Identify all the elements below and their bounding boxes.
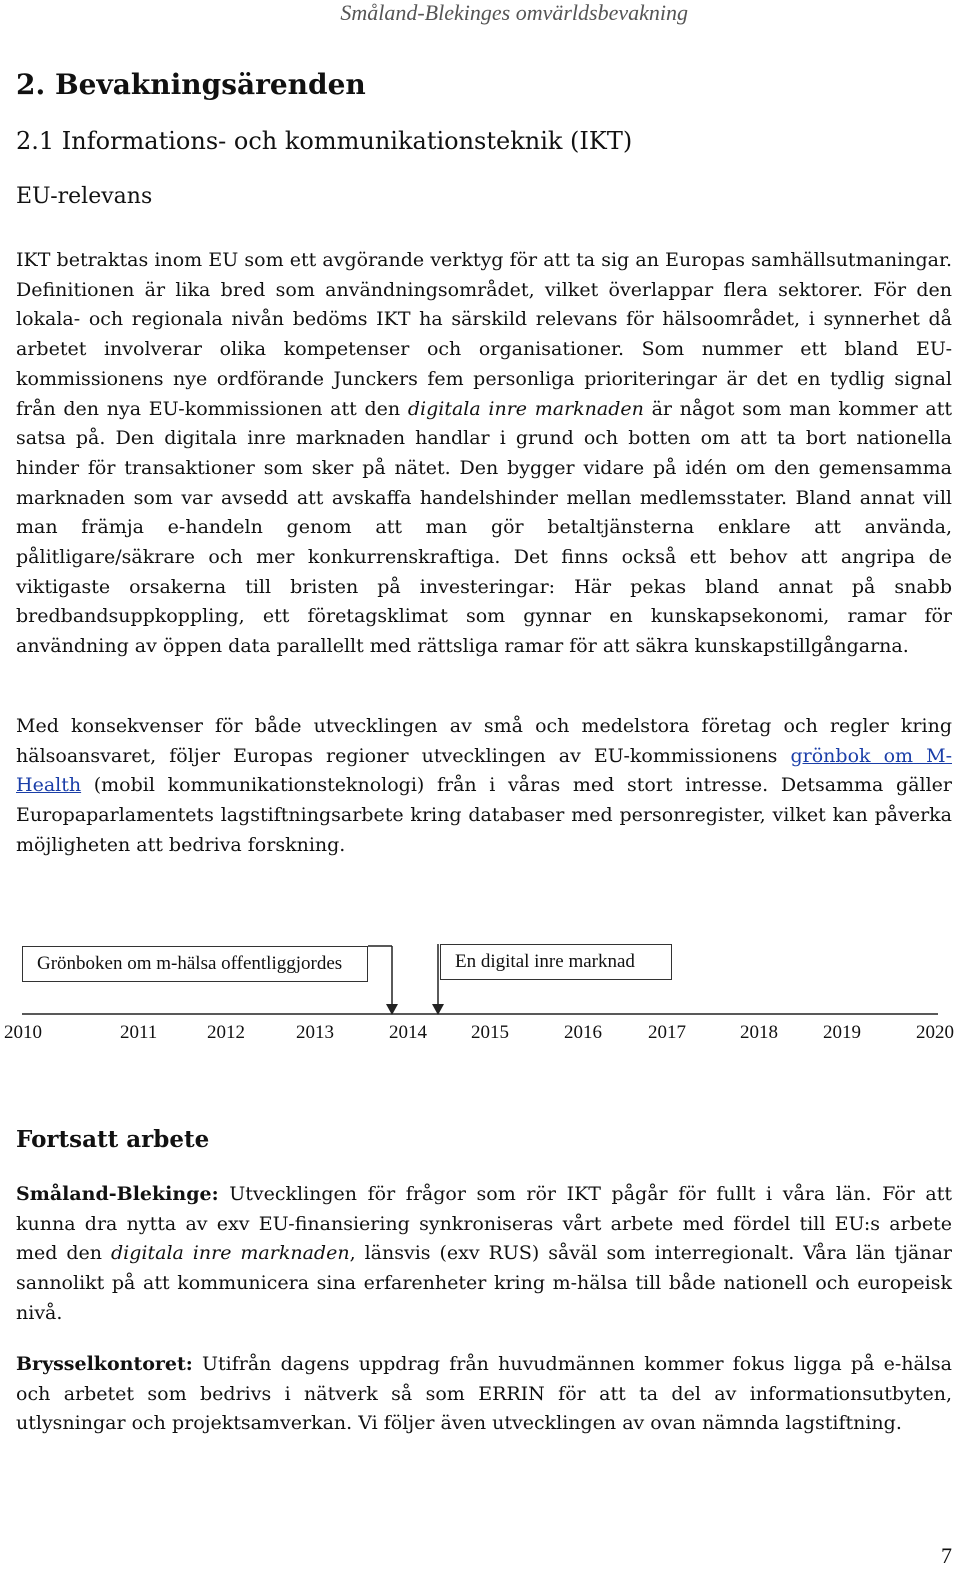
section-title: 2. Bevakningsärenden <box>16 68 366 101</box>
timeline-year: 2012 <box>207 1022 245 1043</box>
sb-italic: digitala inre marknaden <box>111 1242 350 1265</box>
timeline-year: 2014 <box>389 1022 427 1043</box>
timeline-year: 2013 <box>296 1022 334 1043</box>
timeline-year: 2017 <box>648 1022 686 1043</box>
relevance-heading: EU-relevans <box>16 184 153 209</box>
timeline-year: 2018 <box>740 1022 778 1043</box>
timeline-event-digital-market: En digital inre marknad <box>440 944 672 980</box>
timeline-year: 2016 <box>564 1022 602 1043</box>
sb-text2: , länsvis (exv RUS) såväl som interregionalt. Våra län tjänar sannolikt på att kommunicera sina erfarenheter kring m-hälsa till både nationell och europeisk nivå. <box>16 1242 952 1324</box>
timeline-year: 2020 <box>916 1022 954 1043</box>
timeline <box>0 938 960 1058</box>
page-number: 7 <box>941 1543 952 1568</box>
timeline-event-greenbook: Grönboken om m-hälsa offentliggjordes <box>22 946 368 982</box>
subsection-title: 2.1 Informations- och kommunikationsteknik (IKT) <box>16 127 633 155</box>
bk-text: Utifrån dagens uppdrag från huvudmännen kommer fokus ligga på e-hälsa och arbetet som bedrivs i nätverk så som ERRIN för att ta del av informationsutbyten, utlysningar och projektsamverkan. Vi följer även utvecklingen av ovan nämnda lagstiftning. <box>16 1353 952 1435</box>
body-paragraph-2 <box>16 712 952 861</box>
body-paragraph-1 <box>16 246 952 662</box>
timeline-year: 2019 <box>823 1022 861 1043</box>
continued-heading: Fortsatt arbete <box>16 1126 210 1153</box>
running-header: Småland-Blekinges omvärldsbevakning <box>340 0 688 25</box>
p1-italic: digitala inre marknaden <box>407 397 644 420</box>
timeline-year: 2015 <box>471 1022 509 1043</box>
bk-label: Brysselkontoret: <box>16 1353 193 1375</box>
p1-rest: är något som man kommer att satsa på. Den digitala inre marknaden handlar i grund och botten om att ta bort nationella hinder för transaktioner som sker på nätet. Den bygger vidare på idén om den gemensamma marknaden som var avsedd att avskaffa handelshinder mellan medlemsstater. Bland annat vill man främja e-handeln genom att man gör betaltjänsterna enklare att använda, pålitligare/säkrare och mer konkurrenskraftiga. Det finns också ett behov att angripa de viktigaste orsakerna till bristen på investeringar: Här pekas bland annat på snabb bredbandsuppkoppling, ett företagsklimat som gynnar en kunskapsekonomi, ramar för användning av öppen data parallellt med rättsliga ramar för att säkra kunskapstillgångarna. <box>16 397 953 658</box>
sb-text1: Utvecklingen för frågor som rör IKT pågår för fullt i våra län. För att kunna dra nytta av exv EU-finansiering synkroniseras vårt arbete med fördel till EU:s arbete med den <box>16 1183 952 1265</box>
mhealth-link[interactable]: grönbok om M-Health <box>16 744 952 797</box>
p2-rest: (mobil kommunikationsteknologi) från i våras med stort intresse. Detsamma gäller Europaparlamentets lagstiftningsarbete kring databaser med personregister, vilket kan påverka möjligheten att bedriva forskning. <box>16 774 952 856</box>
timeline-year: 2011 <box>120 1022 158 1043</box>
smaland-blekinge-paragraph <box>16 1180 952 1329</box>
brussels-paragraph <box>16 1350 952 1439</box>
p2-text: Med konsekvenser för både utvecklingen av små och medelstora företag och regler kring hälsoansvaret, följer Europas regioner utvecklingen av EU-kommissionens <box>16 715 952 767</box>
sb-label: Småland-Blekinge: <box>16 1183 219 1205</box>
timeline-year: 2010 <box>4 1022 42 1043</box>
p1-text: IKT betraktas inom EU som ett avgörande verktyg för att ta sig an Europas samhällsutmaningar. Definitionen är lika bred som användningsområdet, vilket överlappar flera sektorer. För den lokala- och regionala nivån bedöms IKT ha särskild relevans för hälsoområdet, i synnerhet då arbetet involverar olika kompetenser och organisationer. Som nummer ett bland EU-kommissionens nye ordförande Junckers fem personliga prioriteringar är det en tydlig signal från den nya EU-kommissionen att den <box>16 249 952 420</box>
